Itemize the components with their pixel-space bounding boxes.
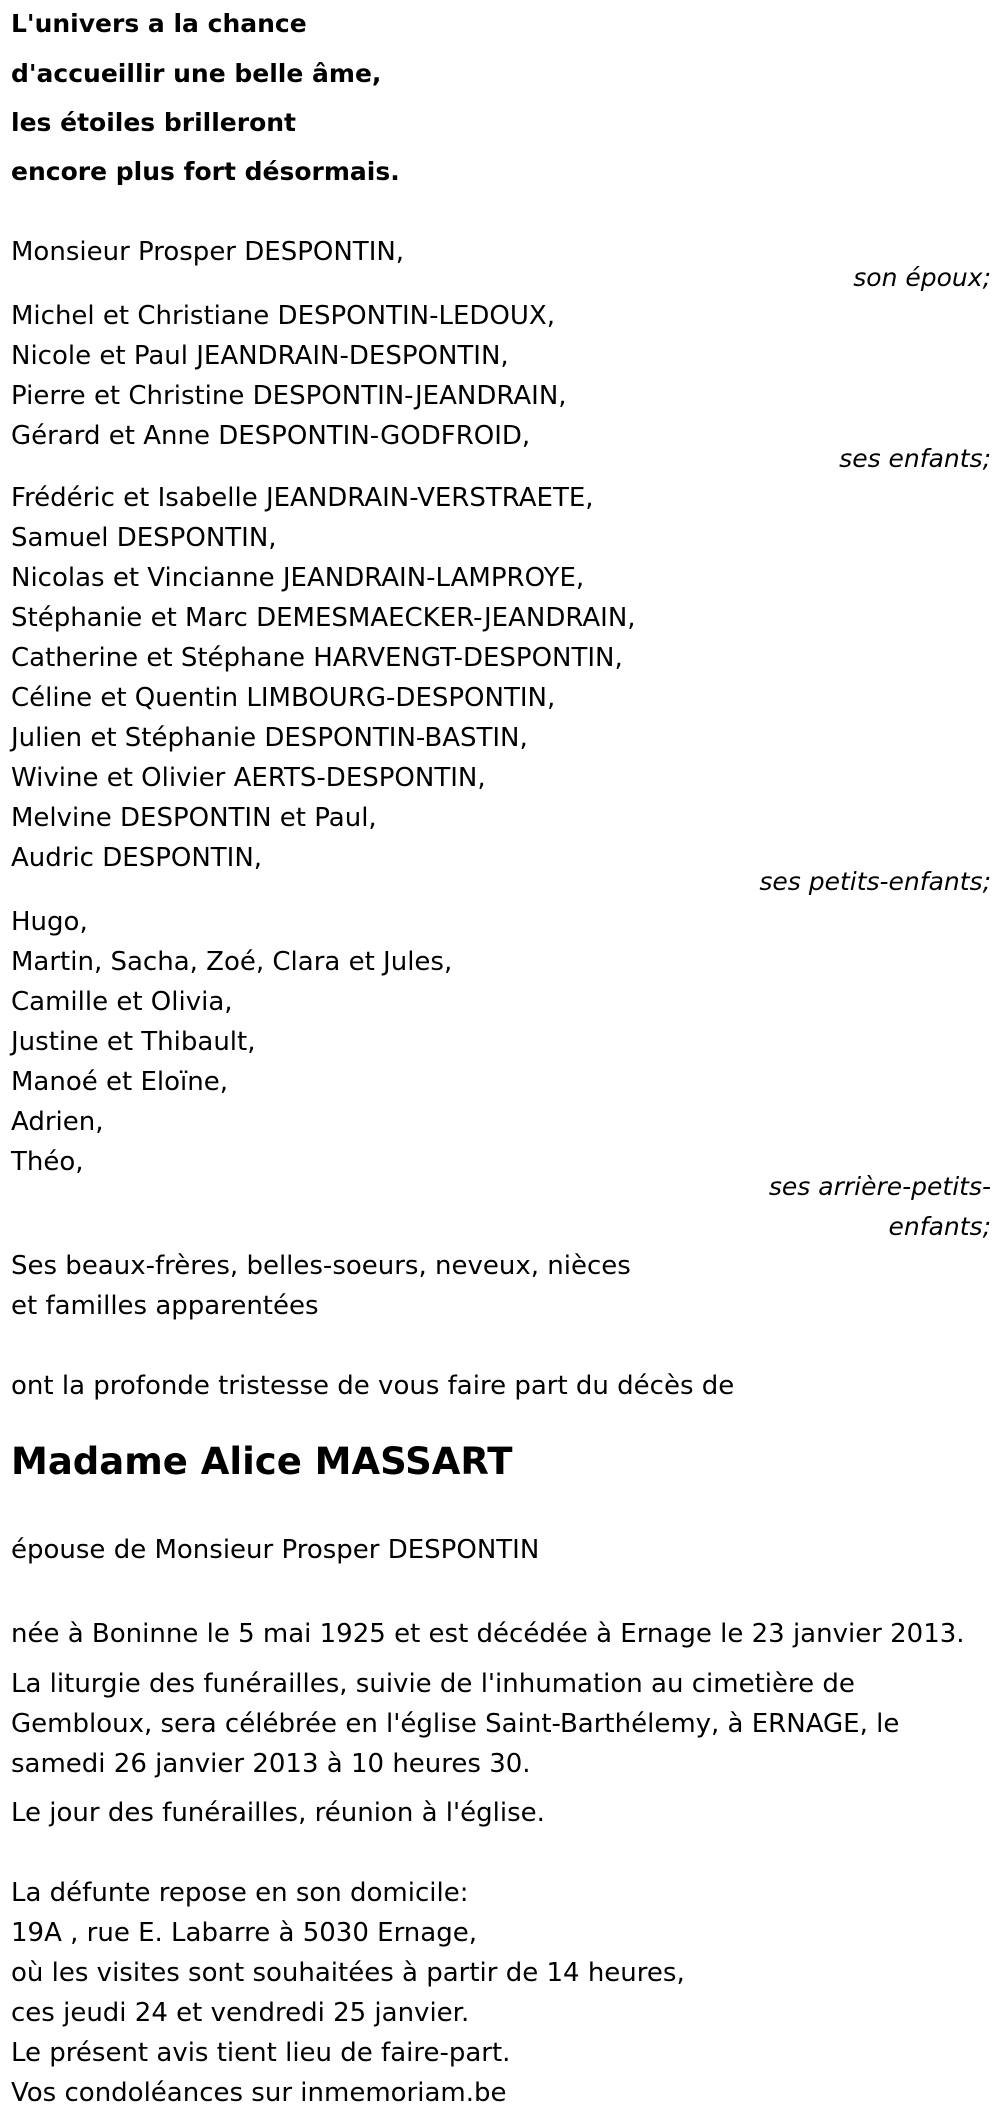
birth-death-text: née à Boninne le 5 mai 1925 et est décédée à Ernage le 23 janvier 2013. — [11, 1619, 965, 1649]
great-grandchildren-relation-line1: ses arrière-petits- — [768, 1172, 991, 1201]
grandchild-name: Nicolas et Vincianne JEANDRAIN-LAMPROYE, — [11, 563, 585, 593]
grandchild-name: Catherine et Stéphane HARVENGT-DESPONTIN, — [11, 643, 623, 673]
funeral-line: Gembloux, sera célébrée en l'église Saint-Barthélemy, à ERNAGE, le — [11, 1709, 900, 1739]
spouse-name: Monsieur Prosper DESPONTIN, — [11, 237, 405, 267]
grandchild-name: Frédéric et Isabelle JEANDRAIN-VERSTRAETE, — [11, 483, 594, 513]
repose-line: Le présent avis tient lieu de faire-part. — [11, 2038, 511, 2068]
grandchild-name: Julien et Stéphanie DESPONTIN-BASTIN, — [11, 723, 528, 753]
repose-line: 19A , rue E. Labarre à 5030 Ernage, — [11, 1918, 477, 1948]
extended-family-line: Ses beaux-frères, belles-soeurs, neveux, nièces — [11, 1251, 631, 1281]
spouse-relation: son époux; — [853, 263, 991, 292]
great-grandchild-name: Théo, — [11, 1147, 84, 1177]
grandchild-name: Audric DESPONTIN, — [11, 843, 263, 873]
great-grandchild-name: Manoé et Eloïne, — [11, 1067, 228, 1097]
grandchild-name: Stéphanie et Marc DEMESMAECKER-JEANDRAIN, — [11, 603, 636, 633]
poem-line: d'accueillir une belle âme, — [11, 59, 382, 88]
great-grandchild-name: Martin, Sacha, Zoé, Clara et Jules, — [11, 947, 453, 977]
poem-line: encore plus fort désormais. — [11, 157, 400, 186]
child-name: Michel et Christiane DESPONTIN-LEDOUX, — [11, 301, 555, 331]
extended-family-line: et familles apparentées — [11, 1291, 319, 1321]
children-relation: ses enfants; — [839, 444, 991, 473]
great-grandchild-name: Hugo, — [11, 907, 88, 937]
repose-line: Vos condoléances sur inmemoriam.be — [11, 2078, 507, 2108]
grandchild-name: Wivine et Olivier AERTS-DESPONTIN, — [11, 763, 486, 793]
deceased-spouse: épouse de Monsieur Prosper DESPONTIN — [11, 1535, 540, 1565]
funeral-line: samedi 26 janvier 2013 à 10 heures 30. — [11, 1749, 531, 1779]
funeral-line: La liturgie des funérailles, suivie de l'inhumation au cimetière de — [11, 1669, 855, 1699]
great-grandchild-name: Justine et Thibault, — [11, 1027, 256, 1057]
grandchild-name: Melvine DESPONTIN et Paul, — [11, 803, 377, 833]
grandchild-name: Céline et Quentin LIMBOURG-DESPONTIN, — [11, 683, 556, 713]
grandchild-name: Samuel DESPONTIN, — [11, 523, 277, 553]
reunion-text: Le jour des funérailles, réunion à l'église. — [11, 1798, 545, 1828]
repose-line: ces jeudi 24 et vendredi 25 janvier. — [11, 1998, 470, 2028]
great-grandchild-name: Camille et Olivia, — [11, 987, 233, 1017]
great-grandchildren-relation-line2: enfants; — [888, 1212, 991, 1241]
poem-line: L'univers a la chance — [11, 9, 307, 38]
child-name: Pierre et Christine DESPONTIN-JEANDRAIN, — [11, 381, 567, 411]
announcement-text: ont la profonde tristesse de vous faire part du décès de — [11, 1371, 735, 1401]
repose-line: La défunte repose en son domicile: — [11, 1878, 469, 1908]
grandchildren-relation: ses petits-enfants; — [759, 867, 991, 896]
great-grandchild-name: Adrien, — [11, 1107, 104, 1137]
child-name: Gérard et Anne DESPONTIN-GODFROID, — [11, 421, 531, 451]
repose-line: où les visites sont souhaitées à partir de 14 heures, — [11, 1958, 685, 1988]
deceased-name: Madame Alice MASSART — [11, 1440, 513, 1483]
poem-line: les étoiles brilleront — [11, 108, 297, 137]
child-name: Nicole et Paul JEANDRAIN-DESPONTIN, — [11, 341, 509, 371]
